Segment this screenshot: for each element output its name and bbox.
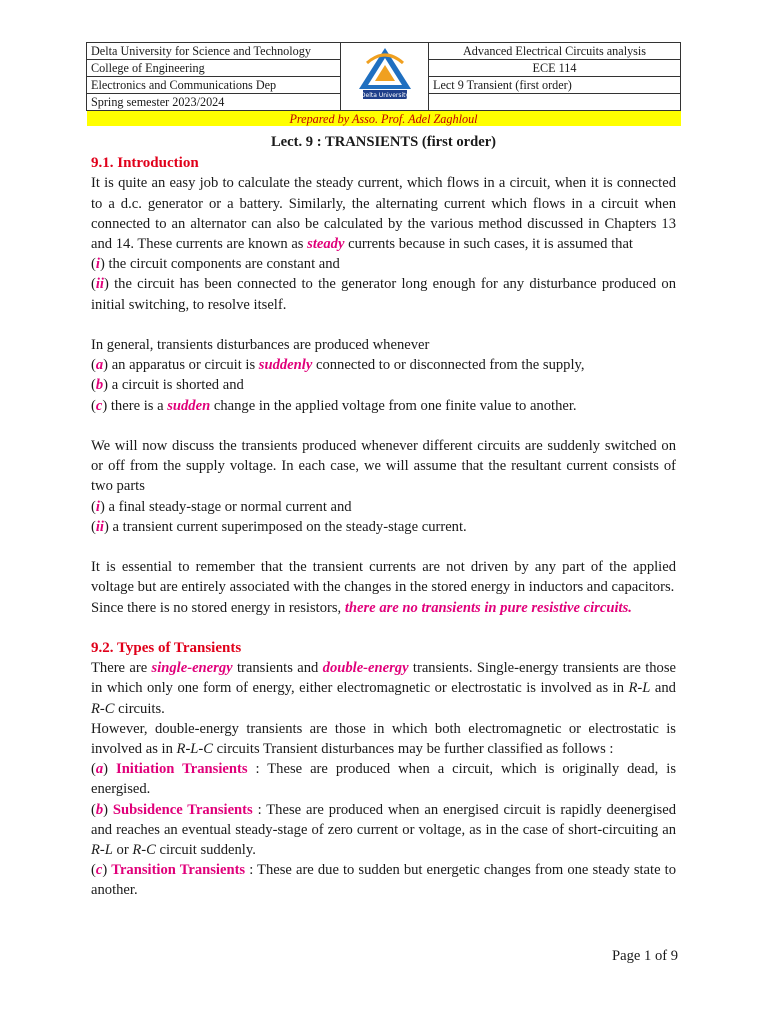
paragraph: It is essential to remember that the transient currents are not driven by any part of the applied voltage but are entirely associated with the changes in the stored energy in inductors and capacitors. bbox=[91, 559, 676, 596]
document-body bbox=[91, 128, 676, 901]
section-heading-types: 9.2. Types of Transients bbox=[91, 640, 242, 657]
header-table bbox=[86, 42, 681, 126]
lecture-cell: Lect 9 Transient (first order) bbox=[429, 77, 681, 94]
paragraph: Since there is no stored energy in resistors, there are no transients in pure resistive circuits. bbox=[91, 599, 632, 616]
prepared-by: Prepared by Asso. Prof. Adel Zaghloul bbox=[289, 111, 478, 126]
lecture-title: Lect. 9 : TRANSIENTS (first order) bbox=[270, 134, 497, 150]
list-item: (i) the circuit components are constant and bbox=[91, 256, 340, 273]
semester-cell: Spring semester 2023/2024 bbox=[87, 94, 341, 111]
list-item: (ii) a transient current superimposed on the steady-stage current. bbox=[91, 518, 467, 535]
course-title-cell: Advanced Electrical Circuits analysis bbox=[429, 43, 681, 60]
intro-paragraph: It is quite an easy job to calculate the steady current, which flows in a circuit, when it is connected to a d.c. generator or a battery. Similarly, the alternating current which flows in a circuit when connected to an alternator can also be calculated by the various method discussed in Chapters 13 and 14. These currents are known as steady currents because in such cases, it is assumed that bbox=[91, 175, 676, 253]
department-cell: Electronics and Communications Dep bbox=[87, 77, 341, 94]
list-item: (b) a circuit is shorted and bbox=[91, 377, 244, 394]
logo-cell bbox=[341, 43, 429, 111]
list-item: (b) Subsidence Transients : These are produced when an energised circuit is rapidly deenergised and reaches an eventual steady-stage of zero current or voltage, as in the case of short-circuiting an R-L or R-C circuit suddenly. bbox=[91, 801, 676, 859]
list-item: (a) an apparatus or circuit is suddenly connected to or disconnected from the supply, bbox=[91, 357, 585, 374]
prepared-by-row bbox=[87, 111, 681, 127]
empty-cell bbox=[429, 94, 681, 111]
list-item: (i) a final steady-stage or normal current and bbox=[91, 498, 352, 515]
paragraph: However, double-energy transients are those in which both electromagnetic or electrostatic is involved as in R-L-C circuits Transient disturbances may be further classified as follows : bbox=[91, 720, 676, 758]
section-heading-introduction: 9.1. Introduction bbox=[91, 155, 199, 172]
list-item: (ii) the circuit has been connected to the generator long enough for any disturbance produced on initial switching, to resolve itself. bbox=[91, 276, 676, 313]
list-item: (a) Initiation Transients : These are produced when a circuit, which is originally dead, is energised. bbox=[91, 761, 677, 798]
university-logo bbox=[345, 45, 425, 105]
university-cell: Delta University for Science and Technology bbox=[87, 43, 341, 60]
logo-text: Delta University bbox=[360, 92, 409, 99]
page-number: Page 1 of 9 bbox=[612, 948, 679, 964]
paragraph: There are single-energy transients and double-energy transients. Single-energy transients are those in which only one form of energy, either electromagnetic or electrostatic is involved as in R-L and R-C circuits. bbox=[91, 660, 677, 717]
list-item: (c) there is a sudden change in the applied voltage from one finite value to another. bbox=[91, 397, 577, 414]
list-item: (c) Transition Transients : These are due to sudden but energetic changes from one steady state to another. bbox=[91, 862, 676, 899]
college-cell: College of Engineering bbox=[87, 60, 341, 77]
paragraph: We will now discuss the transients produced whenever different circuits are suddenly switched on or off from the supply voltage. In each case, we will assume that the resultant current consists of two parts bbox=[91, 438, 676, 495]
course-code-cell: ECE 114 bbox=[429, 60, 681, 77]
paragraph: In general, transients disturbances are produced whenever bbox=[91, 337, 430, 354]
